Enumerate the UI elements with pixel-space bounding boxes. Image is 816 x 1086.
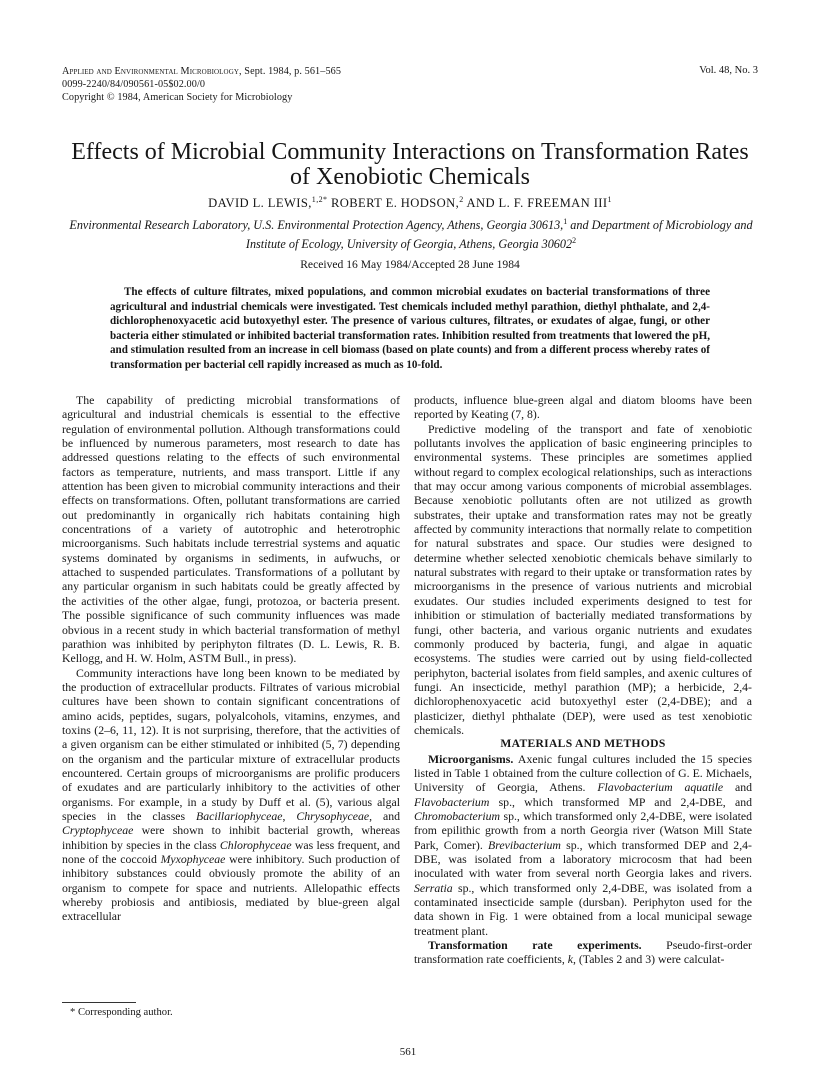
body-text: Axenic fungal cultures included the 15 species listed in Table 1 obtained from the culture collection of G. E. Michaels, University of Georgia, Athens. bbox=[414, 751, 752, 795]
copyright-line: Copyright © 1984, American Society for Microbiology bbox=[62, 92, 293, 103]
body-text: was less frequent, and none of the coccoid bbox=[62, 837, 400, 866]
body-paragraph: products, influence blue-green algal and diatom blooms have been reported by Keating (7, 8). bbox=[414, 393, 752, 422]
affiliation-marker: 2 bbox=[459, 195, 464, 204]
received-dates: Received 16 May 1984/Accepted 28 June 1984 bbox=[300, 258, 520, 271]
section-heading: MATERIALS AND METHODS bbox=[500, 737, 666, 751]
footnote-divider bbox=[62, 1002, 136, 1003]
species-name: Brevibacterium bbox=[487, 837, 561, 852]
author-name: AND L. F. FREEMAN III bbox=[463, 196, 608, 211]
running-header bbox=[62, 65, 341, 78]
article-title: Effects of Microbial Community Interactions on Transformation Rates of Xenobiotic Chemicals bbox=[71, 139, 749, 190]
taxon-name: Chlorophyceae bbox=[219, 837, 292, 852]
body-text: sp., which transformed only 2,4-DBE, were isolated from epilithic growth from a north Georgia river (Watson Mill State Park, Comer). bbox=[414, 808, 752, 852]
body-text: were inhibitory. Such production of inhibitory substances could obviously promote the ability of an organism to compete for space and nutrients. Allelopathic effects whereby probiosis and antibiosis, mediated by blue-green algal extracellular bbox=[62, 852, 400, 924]
affiliation-marker: 1 bbox=[607, 195, 612, 204]
left-column bbox=[62, 393, 400, 924]
body-text: and bbox=[723, 780, 752, 795]
affiliation-text: Environmental Research Laboratory, U.S. Environmental Protection Agency, Athens, Georgia 30613, bbox=[69, 218, 564, 233]
affiliation-marker: 2 bbox=[572, 236, 577, 246]
author-name: ROBERT E. HODSON, bbox=[327, 196, 460, 211]
taxon-name: Myxophyceae bbox=[160, 852, 226, 866]
affiliation-marker: 1 bbox=[563, 217, 568, 226]
species-name: Chromobacterium bbox=[414, 808, 501, 823]
abstract: The effects of culture filtrates, mixed populations, and common microbial exudates on bacterial transformations of three agricultural and industrial chemicals were investigated. Test chemicals included methyl parathion, diethyl phthalate, and 2,4-dichlorophenoxyacetic acid butoxyethyl ester. The presence of various cultures, filtrates, or exudates of algae, fungi, or other bacteria either stimulated or inhibited bacterial transformation rates. Inhibition resulted from treatments that lowered the pH, and stimulation resulted from an increase in cell biomass (based on plate counts) and from a different process whereby rates of transformation per bacterial cell rapidly increased as much as 10-fold. bbox=[110, 286, 710, 371]
body-text: were shown to inhibit bacterial growth, whereas inhibition by species in the class bbox=[62, 823, 400, 852]
body-paragraph bbox=[414, 752, 752, 938]
right-column bbox=[414, 393, 752, 967]
corresponding-marker: * bbox=[323, 195, 328, 204]
volume-number: Vol. 48, No. 3 bbox=[699, 65, 758, 76]
body-text: , and bbox=[369, 808, 400, 823]
body-text: , (Tables 2 and 3) were calculat- bbox=[572, 952, 725, 967]
affiliation-text: and Department of Microbiology and Institute of Ecology, University of Georgia, Athens, Georgia 30602 bbox=[245, 218, 753, 252]
article-code: 0099-2240/84/090561-05$02.00/0 bbox=[62, 79, 206, 90]
body-text: Community interactions have long been known to be mediated by the production of extracellular products. Filtrates of various microbial cultures have been shown to contain significant concentrations of amino acids, peptides, sugars, polyalcohols, vitamins, enzymes, and toxins (2–6, 11, 12). It is not surprising, therefore, that the activities of a given organism can be either stimulated or inhibited (5, 7) depending on the organism and the particular mixture of extracellular products encountered. Certain groups of microorganisms are prolific producers of exudates and are particularly inhibitory to the activities of other organisms. For example, in a study by Duff et al. (5), various algal species in the classes bbox=[62, 665, 400, 823]
species-name: Flavobacterium aquatile bbox=[597, 780, 724, 795]
body-paragraph bbox=[62, 666, 400, 924]
body-paragraph: Predictive modeling of the transport and fate of xenobiotic pollutants involves the application of basic engineering principles to environmental systems. These principles are sometimes applied without regard to complex ecological relationships, such as interactions that may occur among various components of microbial assemblages. Because xenobiotic pollutants often are not utilized as growth substrates, their uptake and transformation rates may not be greatly affected by community interactions that normally relate to competition for natural substrates and space. Our studies were designed to determine whether selected xenobiotic chemicals behave similarly to natural substrates with regard to their uptake or transformation rates by microorganisms in the presence of various nutrients and microbial exudates. Our studies included experiments designed to test for inhibition or stimulation of bacterially mediated transformations by fungi, other bacteria, and various organic nutrients and exudates commonly produced by bacteria, fungi, and algae in aquatic ecosystems. The studies were carried out by using field-collected periphyton, bacterial isolates from field samples, and axenic cultures of fungi. An insecticide, methyl parathion (MP); a herbicide, 2,4-dichlorophenoxyacetic acid butoxyethyl ester (2,4-DBE); and a plasticizer, diethyl phthalate (DEP), were used as test xenobiotic chemicals. bbox=[414, 421, 752, 737]
body-paragraph: The capability of predicting microbial transformations of agricultural and industrial chemicals is essential to the effective regulation of environmental pollution. Although transformations could be influenced by numerous parameters, most research to date has addressed questions relating to the effects of such environmental factors as temperature, nutrients, and mass transport. Little if any attention has been given to microbial community interactions and their effects on transformations. Often, pollutant transformations are carried out predominantly in organically rich habitats containing high concentrations of a variety of autotrophic and heterotrophic microorganisms. Such habitats include terrestrial systems and aquatic systems dominated by organisms in sediments, in aufwuchs, or attached to suspended particulates. Transformations of a pollutant by any particular organism in such habitats could be greatly affected by the activities of the other algae, fungi, protozoa, or bacteria present. The possible significance of such community influences was made obvious in a recent study in which bacterial transformation of methyl parathion was inhibited by periphyton filtrates (D. L. Lewis, R. B. Kellogg, and H. W. Holm, ASTM Bull., in press). bbox=[62, 393, 400, 666]
species-name: Flavobacterium bbox=[414, 794, 490, 809]
body-paragraph bbox=[414, 938, 752, 967]
journal-name: Applied and Environmental Microbiology bbox=[62, 66, 240, 77]
issue-date-pages: , Sept. 1984, p. 561–565 bbox=[239, 66, 342, 77]
body-text: , bbox=[282, 808, 297, 823]
taxon-name: Cryptophyceae bbox=[62, 823, 134, 838]
affiliations bbox=[62, 214, 760, 252]
footnote: * Corresponding author. bbox=[70, 1007, 173, 1018]
body-text: sp., which transformed MP and 2,4-DBE, and bbox=[489, 794, 752, 809]
species-name: Serratia bbox=[414, 880, 453, 895]
affiliation-marker: 1,2 bbox=[311, 195, 323, 204]
subsection-heading: Transformation rate experiments. bbox=[428, 938, 642, 953]
author-list bbox=[60, 195, 760, 211]
subsection-heading: Microorganisms. bbox=[428, 751, 514, 766]
page-number: 561 bbox=[399, 1046, 417, 1058]
body-text: sp., which transformed DEP and 2,4-DBE, was isolated from a laboratory microcosm that had been inoculated with water from several north Georgia lakes and rivers. bbox=[414, 837, 752, 881]
symbol: k bbox=[567, 952, 573, 967]
taxon-name: Chrysophyceae bbox=[296, 808, 370, 823]
taxon-name: Bacillariophyceae bbox=[196, 808, 283, 823]
author-name: DAVID L. LEWIS, bbox=[208, 196, 312, 211]
body-text: Pseudo-first-order transformation rate coefficients, bbox=[414, 938, 752, 967]
body-text: sp., which transformed only 2,4-DBE, was isolated from a contaminated insecticide sample (dursban). Periphyton used for the data shown in Fig. 1 were obtained from a local municipal sewage treatment plant. bbox=[414, 880, 752, 938]
